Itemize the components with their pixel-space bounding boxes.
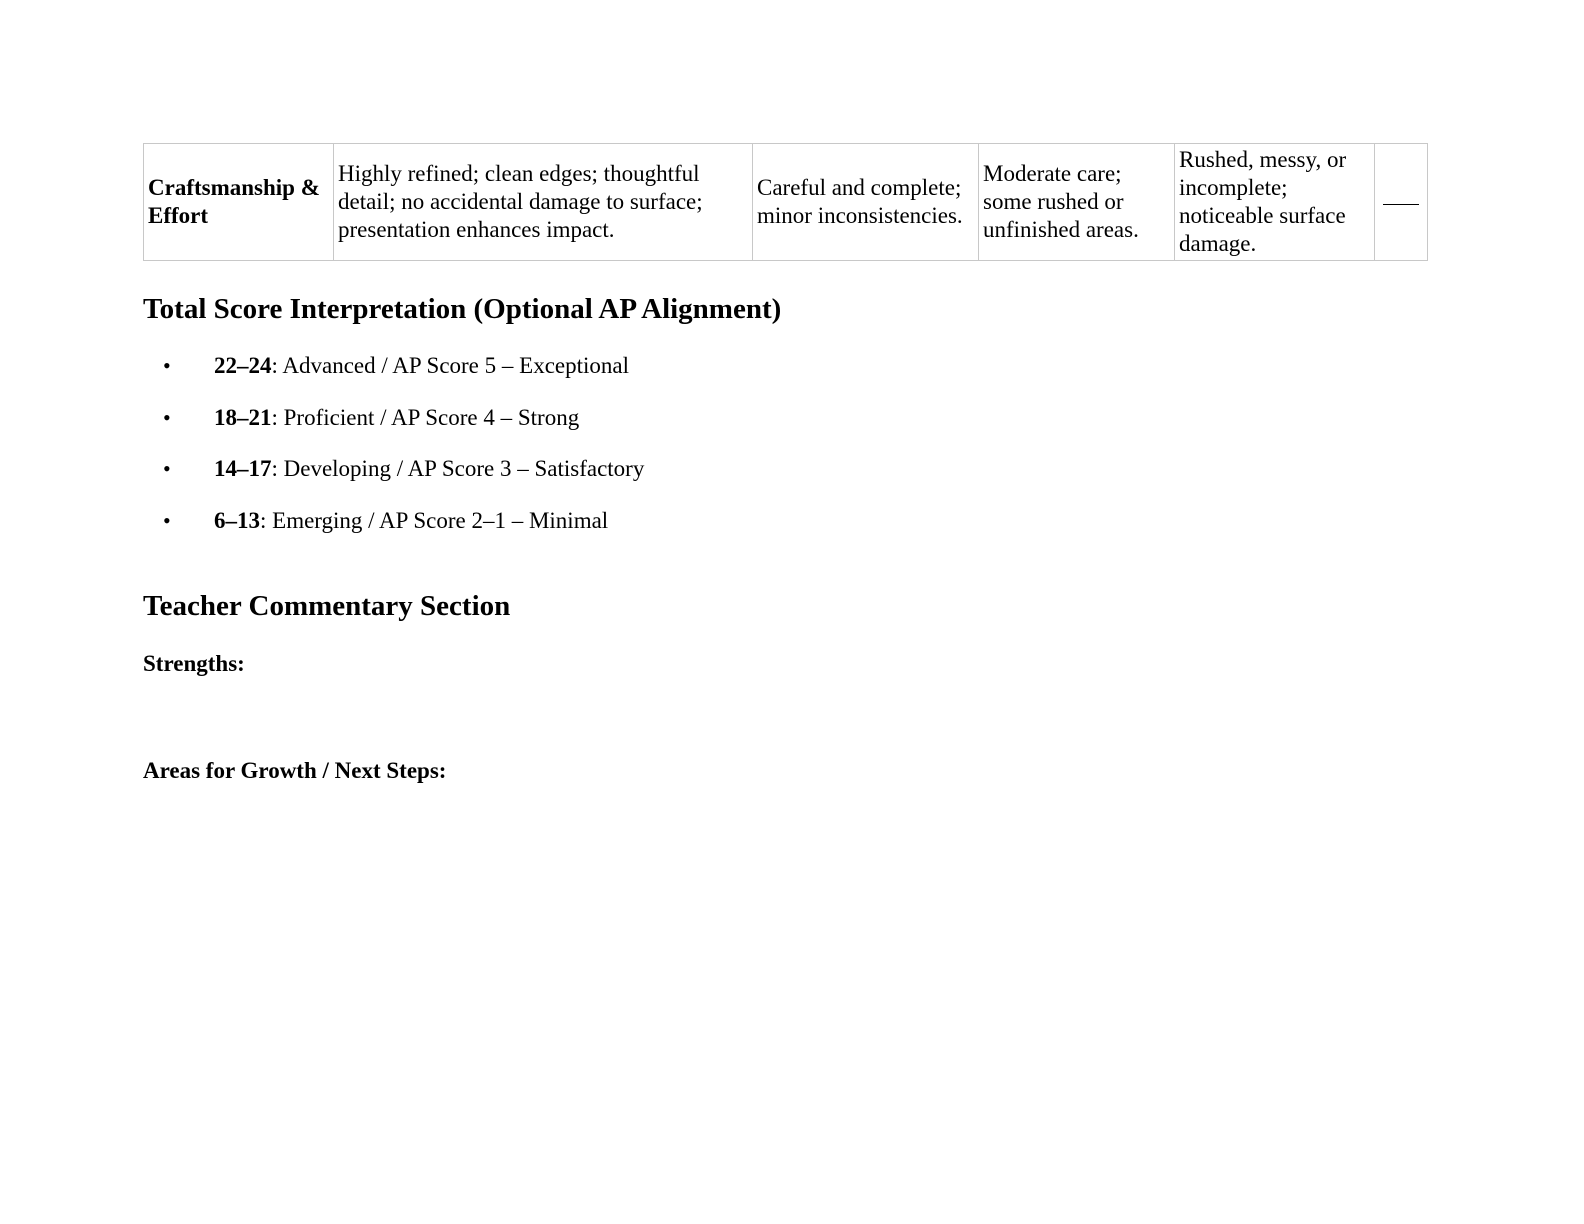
bullet-icon: • [163,507,171,533]
bullet-icon: • [163,456,171,481]
list-item [143,455,644,483]
criterion-cell: Craftsmanship & Effort [144,144,334,261]
score-description: : Developing / AP Score 3 – Satisfactory [271,456,645,481]
level-3-cell: Careful and complete; minor inconsistencies. [753,144,979,261]
commentary-heading: Teacher Commentary Section [143,590,511,622]
score-description: : Emerging / AP Score 2–1 – Minimal [260,507,609,533]
list-item [143,404,644,432]
bullet-icon: • [163,404,171,430]
level-2-cell: Moderate care; some rushed or unfinished areas. [979,144,1175,261]
score-blank-line [1383,203,1419,205]
level-1-cell: Rushed, messy, or incomplete; noticeable surface damage. [1175,144,1375,261]
rubric-row-craftsmanship [144,144,1428,261]
score-description: : Advanced / AP Score 5 – Exceptional [271,353,629,378]
total-score-heading: Total Score Interpretation (Optional AP Alignment) [143,293,782,325]
level-4-cell: Highly refined; clean edges; thoughtful detail; no accidental damage to surface; presentation enhances impact. [334,144,753,261]
score-interpretation-list [143,352,644,558]
list-item [143,507,644,535]
list-item [143,352,644,380]
score-range: 14–17 [214,456,272,481]
strengths-label: Strengths: [143,651,245,676]
rubric-table [143,143,1428,261]
score-range: 18–21 [214,404,272,430]
score-cell [1375,144,1428,261]
growth-label: Areas for Growth / Next Steps: [143,758,447,783]
score-range: 6–13 [214,507,260,533]
bullet-icon: • [163,353,171,378]
score-description: : Proficient / AP Score 4 – Strong [271,404,580,430]
score-range: 22–24 [214,353,272,378]
